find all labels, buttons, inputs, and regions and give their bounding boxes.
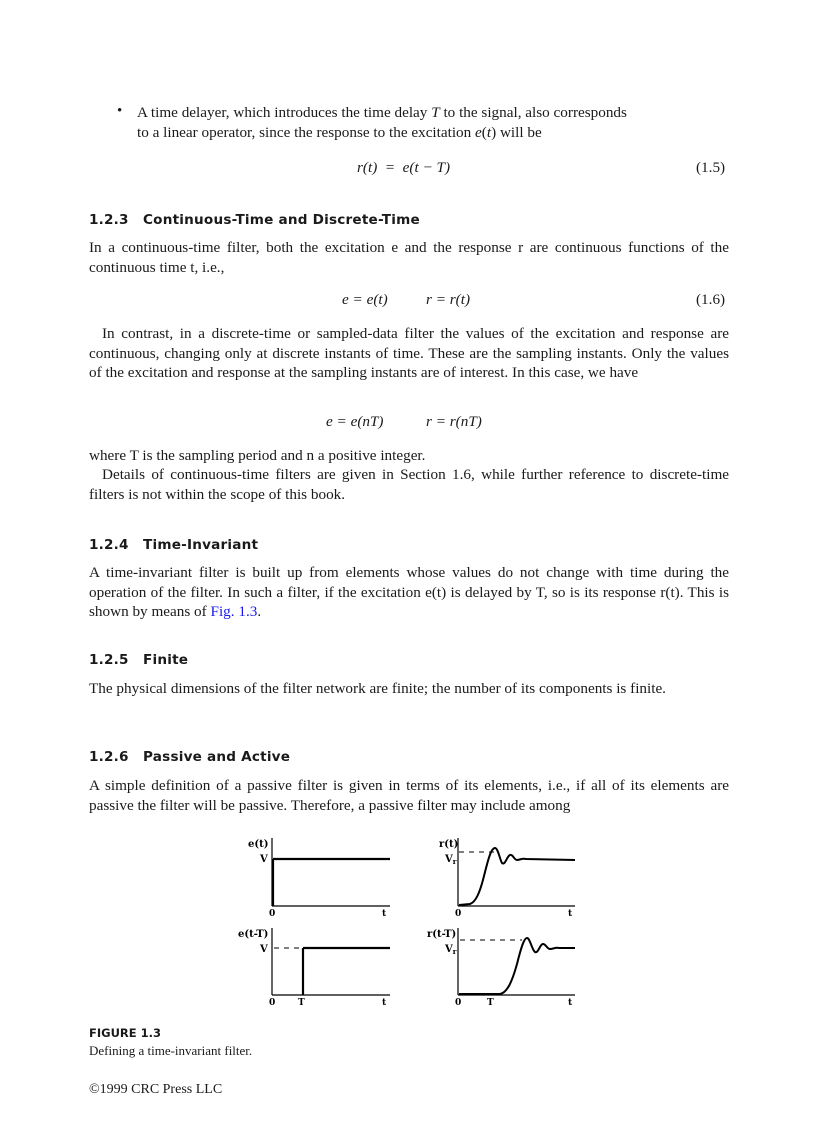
- label-v-bottom-left: V: [260, 944, 268, 955]
- label-zero-top-left: 0: [269, 909, 276, 919]
- paragraph-sampling-period: where T is the sampling period and n a positive integer.: [89, 447, 426, 464]
- label-r-t-minus-T: r(t-T): [427, 929, 457, 940]
- section-heading-1-2-4: 1.2.4 Time-Invariant: [89, 537, 259, 553]
- section-heading-1-2-5: 1.2.5 Finite: [89, 652, 189, 668]
- plot-r-t: [439, 838, 575, 919]
- label-zero-bottom-left: 0: [269, 998, 276, 1008]
- label-vr-bottom-right: $V_r$: [445, 944, 457, 956]
- figure-link[interactable]: Fig. 1.3: [210, 603, 258, 620]
- section-heading-1-2-3: 1.2.3 Continuous-Time and Discrete-Time: [89, 212, 420, 228]
- copyright-footer: ©1999 CRC Press LLC: [89, 1082, 223, 1097]
- paragraph-time-invariant: A time-invariant filter is built up from elements whose values do not change with time during the operation of the filter. In such a filter, if the excitation e(t) is delayed by T, so is its response r(t). This is shown by means of Fig. 1.3.: [89, 564, 729, 620]
- label-t-bottom-left: t: [382, 998, 387, 1008]
- response-curve-r-t: [459, 848, 575, 905]
- equation-1-6-left: e = e(t): [342, 291, 388, 308]
- label-T-bottom-right: T: [487, 998, 494, 1008]
- equation-number-1-6: (1.6): [696, 291, 726, 308]
- label-t-top-right: t: [568, 909, 573, 919]
- equation-1-6-right: r = r(t): [426, 291, 470, 308]
- label-t-top-left: t: [382, 909, 387, 919]
- label-r-t: r(t): [439, 839, 459, 850]
- label-v-top-left: V: [260, 854, 268, 865]
- section-heading-1-2-6: 1.2.6 Passive and Active: [89, 749, 291, 765]
- figure-1-3: [230, 830, 600, 1015]
- plot-e-t: [248, 838, 390, 919]
- plot-r-t-minus-T: [427, 928, 575, 1008]
- paragraph-discrete-time: In contrast, in a discrete-time or sampled-data filter the values of the excitation and response are continuous, changing only at discrete instants of time. These are the sampling instants. Only the values of the excitation and response at the sampling instants are of interest. In this case, we have: [89, 325, 729, 381]
- label-t-bottom-right: t: [568, 998, 573, 1008]
- bullet-text: A time delayer, which introduces the time delay T to the signal, also corresponds to a linear operator, since the response to the excitation e(t) will be: [137, 104, 627, 141]
- plot-e-t-minus-T: [238, 928, 390, 1008]
- label-zero-bottom-right: 0: [455, 998, 462, 1008]
- label-vr-top-right: $V_r$: [445, 854, 457, 866]
- bullet-symbol: •: [117, 103, 123, 119]
- figure-caption: Defining a time-invariant filter.: [89, 1043, 253, 1058]
- equation-number-1-5: (1.5): [696, 159, 726, 176]
- label-e-t: e(t): [248, 839, 269, 850]
- paragraph-details: Details of continuous-time filters are given in Section 1.6, while further reference to discrete-time filters is not within the scope of this book.: [89, 466, 729, 503]
- label-e-t-minus-T: e(t-T): [238, 929, 269, 940]
- paragraph-1-2-3-intro: In a continuous-time filter, both the excitation e and the response r are continuous functions of the continuous time t, i.e.,: [89, 239, 729, 276]
- paragraph-passive-active: A simple definition of a passive filter is given in terms of its elements, i.e., if all of its elements are passive the filter will be passive. Therefore, a passive filter may include among: [89, 777, 729, 814]
- figure-label: FIGURE 1.3: [89, 1026, 161, 1040]
- response-curve-r-t-minus-T: [459, 938, 575, 994]
- equation-discrete-right: r = r(nT): [426, 413, 482, 430]
- equation-1-5: r(t) = e(t − T): [357, 159, 451, 176]
- paragraph-finite: The physical dimensions of the filter network are finite; the number of its components is finite.: [89, 680, 666, 697]
- label-zero-top-right: 0: [455, 909, 462, 919]
- equation-discrete-left: e = e(nT): [326, 413, 384, 430]
- label-T-bottom-left: T: [298, 998, 305, 1008]
